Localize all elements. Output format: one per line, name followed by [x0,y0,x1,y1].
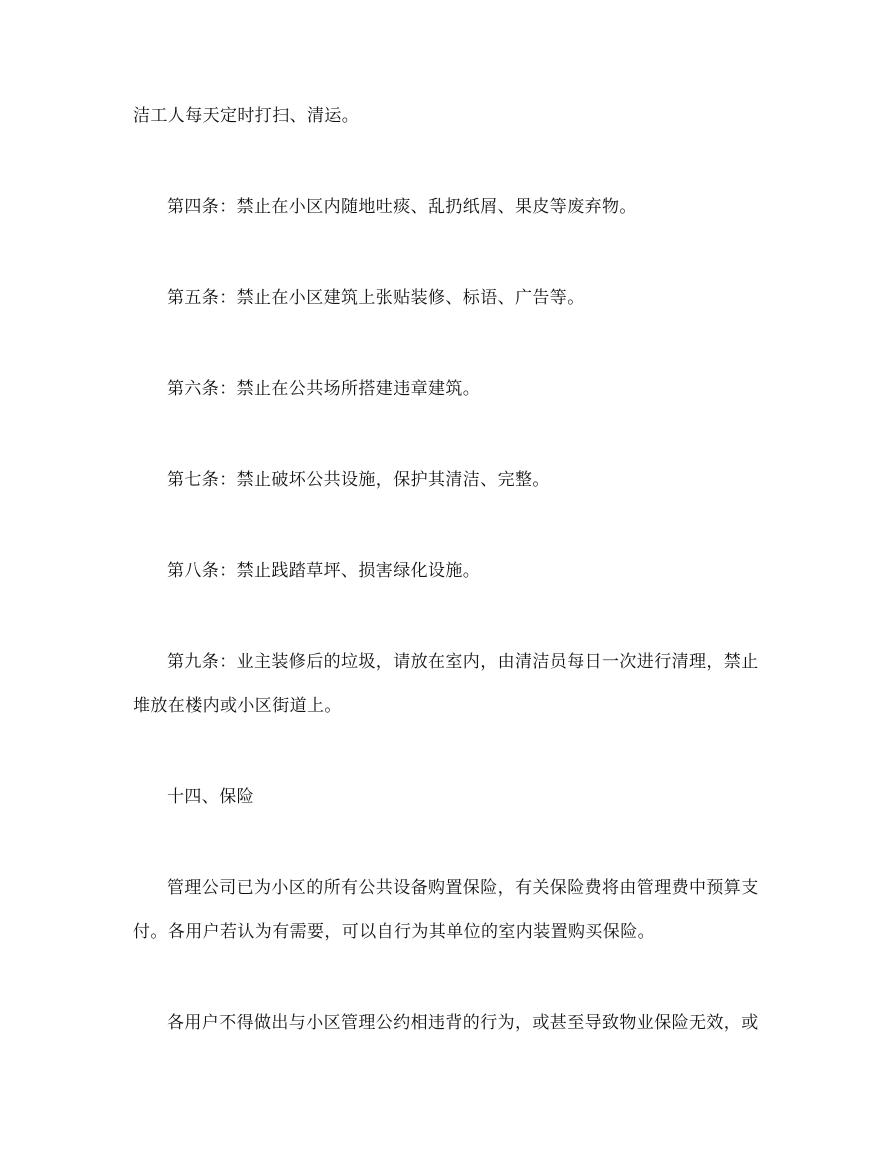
paragraph-continuation-line: 洁工人每天定时打扫、清运。 [133,106,360,126]
article-4-line: 第四条：禁止在小区内随地吐痰、乱扔纸屑、果皮等废弃物。 [167,197,637,217]
article-6-line: 第六条：禁止在公共场所搭建违章建筑。 [167,379,481,399]
article-5-line: 第五条：禁止在小区建筑上张贴装修、标语、广告等。 [167,288,585,308]
article-9-line-1: 第九条：业主装修后的垃圾，请放在室内，由清洁员每日一次进行清理，禁止 [167,652,759,672]
section-heading-insurance: 十四、保险 [167,787,254,807]
article-9-line-2: 堆放在楼内或小区街道上。 [133,696,342,716]
insurance-paragraph-line-1: 管理公司已为小区的所有公共设备购置保险，有关保险费将由管理费中预算支 [167,878,759,898]
user-obligation-line-1: 各用户不得做出与小区管理公约相违背的行为，或甚至导致物业保险无效，或 [167,1013,759,1033]
article-7-line: 第七条：禁止破坏公共设施，保护其清洁、完整。 [167,470,550,490]
article-8-line: 第八条：禁止践踏草坪、损害绿化设施。 [167,561,481,581]
insurance-paragraph-line-2: 付。各用户若认为有需要，可以自行为其单位的室内装置购买保险。 [133,922,655,942]
